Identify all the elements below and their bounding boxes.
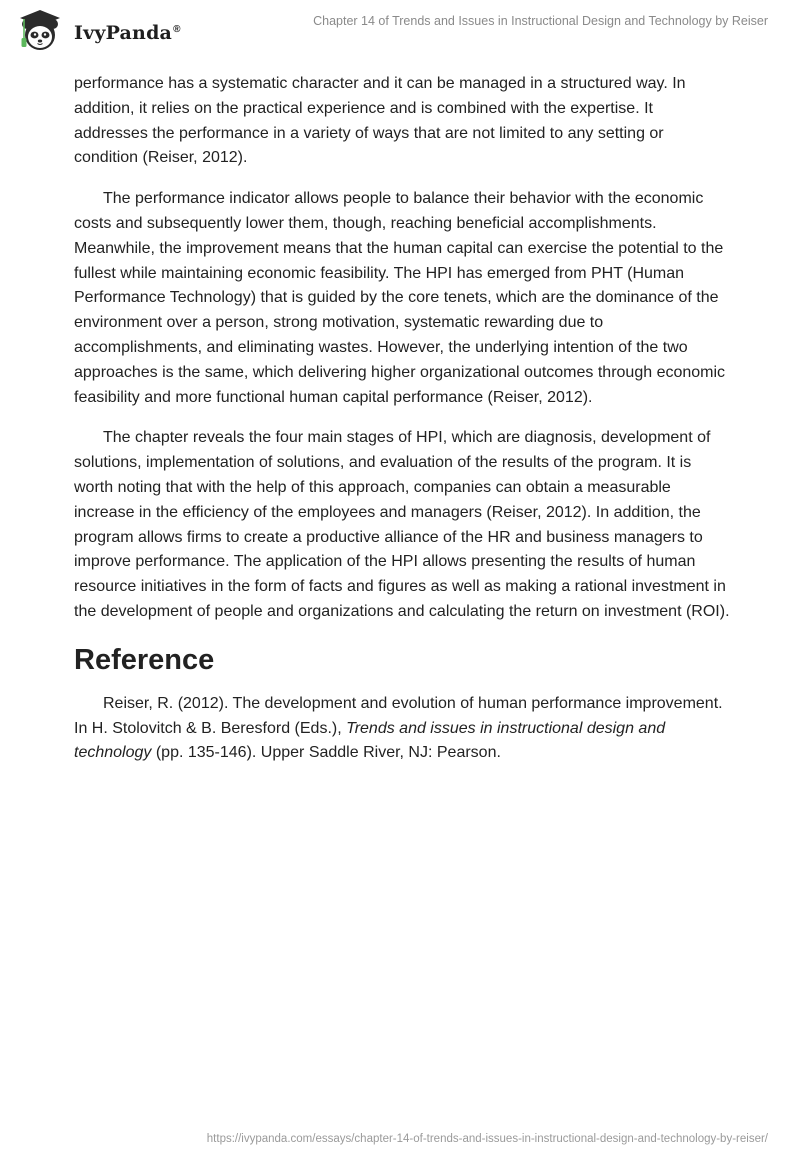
brand-name: IvyPanda® xyxy=(74,22,181,44)
document-title: Chapter 14 of Trends and Issues in Instructional Design and Technology by Reiser xyxy=(313,14,768,28)
panda-graduation-cap-icon xyxy=(16,8,64,54)
source-url[interactable]: https://ivypanda.com/essays/chapter-14-of-trends-and-issues-in-instructional-design-and-technology-by-reiser/ xyxy=(206,1133,768,1145)
paragraph-1: performance has a systematic character and it can be managed in a structured way. In addition, it relies on the practical experience and is combined with the expertise. It addresses the performance in a variety of ways that are not limited to any setting or condition (Reiser, 2012). xyxy=(74,75,686,167)
paragraph-2: The performance indicator allows people to balance their behavior with the economic costs and subsequently lower them, though, reaching beneficial accomplishments. Meanwhile, the improvement means that the human capital can exercise the potential to the fullest while maintaining economic feasibility. The HPI has emerged from PHT (Human Performance Technology) that is guided by the core tenets, which are the dominance of the environment over a person, strong motivation, systematic rewarding due to accomplishments, and eliminating wastes. However, the underlying intention of the two approaches is the same, which delivering higher organizational outcomes through economic feasibility and more functional human capital performance (Reiser, 2012). xyxy=(74,190,726,406)
registered-mark: ® xyxy=(173,23,181,35)
reference-book-title: Trends and issues in instructional design and technology xyxy=(74,719,666,762)
reference-heading: Reference xyxy=(74,643,215,676)
essay-body xyxy=(74,72,730,782)
reference-text-before: Reiser, R. (2012). The development and evolution of human performance improvement. In H. Stolovitch & B. Beresford (Eds.), xyxy=(74,694,723,737)
brand-logo[interactable] xyxy=(16,8,181,54)
page-header xyxy=(0,0,800,60)
reference-text-after: (pp. 135-146). Upper Saddle River, NJ: Pearson. xyxy=(151,744,501,762)
reference-entry xyxy=(74,692,730,766)
paragraph-3: The chapter reveals the four main stages of HPI, which are diagnosis, development of solutions, implementation of solutions, and evaluation of the results of the program. It is worth noting that with the help of this approach, companies can obtain a measurable increase in the efficiency of the employees and managers (Reiser, 2012). In addition, the program allows firms to create a productive alliance of the HR and business managers to improve performance. The application of the HPI allows presenting the results of human resource initiatives in the form of facts and figures as well as making a rational investment in the development of people and organizations and calculating the return on investment (ROI). xyxy=(74,429,730,620)
